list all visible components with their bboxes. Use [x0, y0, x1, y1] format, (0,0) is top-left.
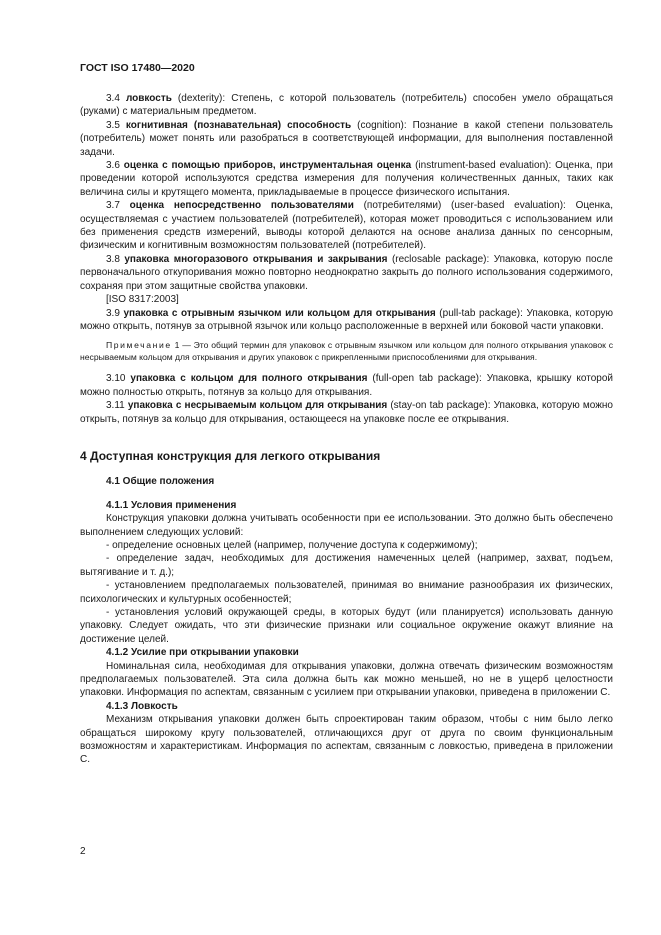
term-3-4: 3.4 ловкость (dexterity): Степень, с которой пользователь (потребитель) способен умело обращаться (руками) с материальным предметом.	[80, 93, 614, 118]
list-item: - установлением предполагаемых пользователей, принимая во внимание разнообразия их физических, психологических и культурных особенностей;	[80, 580, 613, 605]
page-body	[80, 92, 613, 767]
term-3-9: 3.9 упаковка с отрывным язычком или кольцом для открывания (pull-tab package): Упаковка, которую можно открыть, потянув за отрывной язычок или кольцо расположенные в верхней или боковой части упаковки.	[80, 307, 614, 332]
section-4-heading: 4 Доступная конструкция для легкого открывания	[80, 448, 381, 463]
note-label: Примечание	[106, 340, 172, 351]
section-4-1-3-heading: 4.1.3 Ловкость	[106, 700, 178, 712]
page-number: 2	[80, 846, 86, 857]
term-3-5: 3.5 когнитивная (познавательная) способность (cognition): Познание в какой степени пользователь (потребитель) может понять или разобраться в соответствующей информации, для выполнения поставленной задачи.	[80, 119, 613, 158]
term-3-8: 3.8 упаковка многоразового открывания и закрывания (reclosable package): Упаковка, которую после первоначального откупоривания можно повторно неоднократно закрыть до полного использования содержимого, сохраняя при этом защитные свойства упаковки.	[80, 253, 613, 292]
term-3-6: 3.6 оценка с помощью приборов, инструментальная оценка (instrument-based evaluation): Оценка, при проведении которой используются средства измерения для получения количественных данных, таких как величина силы и крутящего момента, прикладываемые в процессе физического испытания.	[80, 160, 613, 198]
list-item: - определение основных целей (например, получение доступа к содержимому);	[106, 539, 478, 551]
document-header: ГОСТ ISO 17480—2020	[80, 62, 195, 74]
section-4-1-2-heading: 4.1.2 Усилие при открывании упаковки	[106, 647, 299, 659]
note-text: 1 — Это общий термин для упаковок с отрывным язычком или кольцом для полного открывания упаковок с несрываемым кольцом для открывания и других упаковок с прикрепленными приспособлениями для открывания.	[80, 340, 613, 362]
term-3-7: 3.7 оценка непосредственно пользователями (потребителями) (user-based evaluation): Оценка, осуществляемая с участием пользователей (потребителей), которая может проводиться с использованием или без применения средств измерений, выводы которой делаются на основе анализа данных по сенсорным, физическим и когнитивным возможностям пользователей (потребителей).	[80, 200, 613, 252]
paragraph-4-1-2: Номинальная сила, необходимая для открывания упаковки, должна отвечать физическим возможностям предполагаемых пользователей. Эта сила должна быть как можно меньшей, но не в ущерб целостности упаковки. Информация по аспектам, связанным с усилием при открывании упаковки, приведена в приложении С.	[80, 660, 613, 699]
list-item: - определение задач, необходимых для достижения намеченных целей (например, захват, подъем, вытягивание и т. д.);	[80, 553, 613, 578]
list-item: - установления условий окружающей среды, в которых будут (или планируется) использовать данную упаковку. Следует ожидать, что эти физические признаки или социальное окружение окажут влияние на достижение целей.	[80, 607, 613, 645]
section-4-1-heading: 4.1 Общие положения	[106, 476, 215, 488]
term-3-11: 3.11 упаковка с несрываемым кольцом для открывания (stay-on tab package): Упаковка, которую можно открыть, потянув за кольцо для открывания, остающееся на упаковке после ее открывания.	[80, 400, 613, 425]
section-4-1-1-heading: 4.1.1 Условия применения	[106, 499, 237, 511]
iso-reference: [ISO 8317:2003]	[106, 294, 179, 306]
note-1	[80, 340, 613, 363]
term-3-10: 3.10 упаковка с кольцом для полного открывания (full-open tab package): Упаковка, крышку которой можно полностью открыть, потянув за кольцо для открывания.	[80, 373, 613, 398]
term-list	[80, 92, 613, 426]
paragraph-4-1-1: Конструкция упаковки должна учитывать особенности при ее использовании. Это должно быть обеспечено выполнением следующих условий:	[80, 513, 613, 538]
paragraph-4-1-3: Механизм открывания упаковки должен быть спроектирован таким образом, чтобы с ним было легко обращаться широкому кругу пользователей, отличающихся друг от друга по своим функциональным возможностям и характеристикам. Информация по аспектам, связанным с ловкостью, приведена в приложении С.	[80, 714, 613, 766]
